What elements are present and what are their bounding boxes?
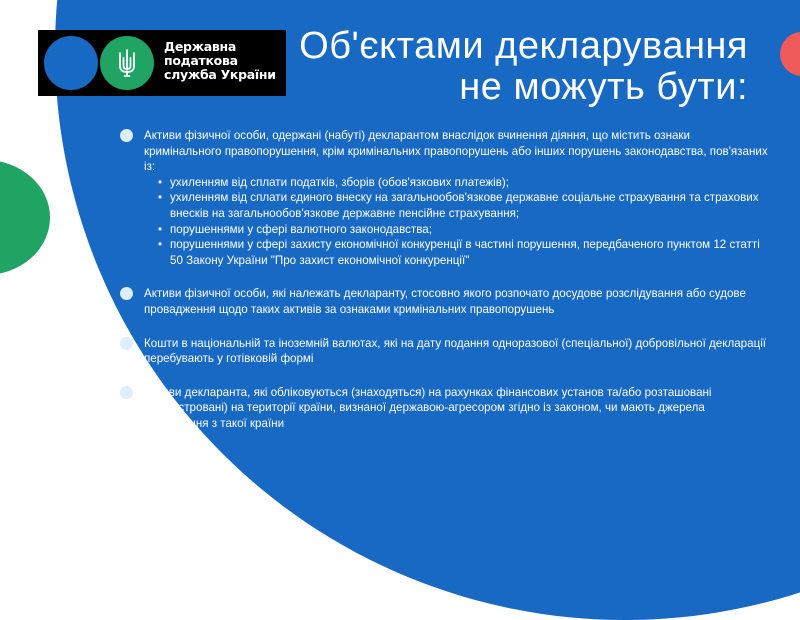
page-title bbox=[299, 26, 748, 108]
title-line-2: не можуть бути: bbox=[459, 66, 748, 108]
list-item-text: Активи фізичної особи, які належать декларанту, стосовно якого розпочато досудове розслідування або судове провадження щодо таких активів за ознаками кримінальних правопорушень bbox=[144, 287, 746, 316]
logo-line: Державна bbox=[164, 39, 237, 54]
sub-list-item: • ухиленням від сплати єдиного внеску на загальнообов'язкове державне соціальне страхування та страхових внесків на загальнообов'язкове державне пенсійне страхування; bbox=[158, 190, 768, 221]
sub-list bbox=[144, 175, 768, 269]
logo-blue-circle bbox=[44, 36, 98, 90]
sub-list-item: • порушеннями у сфері захисту економічної конкуренції в частині порушення, передбаченого пунктом 12 статті 50 Закону України "Про захист економічної конкуренції" bbox=[158, 237, 768, 268]
trident-icon bbox=[117, 48, 137, 78]
logo-line: податкова bbox=[164, 53, 238, 68]
declaration-exclusions-list bbox=[120, 128, 768, 450]
list-item bbox=[120, 385, 768, 432]
bullet-dot bbox=[120, 337, 133, 350]
logo-text bbox=[164, 40, 276, 82]
bullet-dot bbox=[120, 129, 133, 142]
decorative-green-circle bbox=[0, 160, 50, 275]
bullet-dot bbox=[120, 386, 133, 399]
list-item bbox=[120, 286, 768, 317]
list-item bbox=[120, 128, 768, 268]
list-item-text: Кошти в національній та іноземній валютах, які на дату подання одноразової (спеціальної) добровільної декларації перебувають у готівковій формі bbox=[144, 336, 767, 366]
title-line-1: Об'єктами декларування bbox=[299, 25, 748, 67]
list-item-text: Активи декларанта, які обліковуються (знаходяться) на рахунках фінансових установ та/або розташовані (зареєстровані) на території країни, визнаної державою-агресором згідно із законом, чи мають джерела походження з такої країни bbox=[144, 385, 712, 430]
logo-line: служба України bbox=[164, 67, 276, 82]
logo bbox=[38, 30, 286, 96]
logo-green-circle bbox=[100, 36, 154, 90]
sub-list-item: • порушеннями у сфері валютного законодавства; bbox=[158, 222, 768, 238]
list-item-text: Активи фізичної особи, одержані (набуті) декларантом внаслідок вчинення діяння, що містить ознаки кримінального правопорушення, крім кримінальних правопорушень або інших порушень законодавства, пов'язаних із: bbox=[144, 129, 768, 174]
list-item bbox=[120, 336, 768, 367]
bullet-dot bbox=[120, 287, 133, 300]
sub-list-item: • ухиленням від сплати податків, зборів (обов'язкових платежів); bbox=[158, 175, 768, 191]
